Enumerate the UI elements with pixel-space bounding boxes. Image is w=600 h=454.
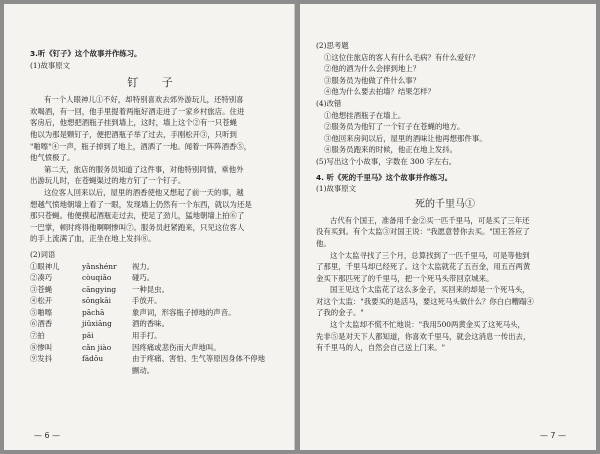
right-page (300, 4, 596, 450)
exercise-4-heading: 4. 听《死的千里马》这个故事并作练习。 (316, 172, 453, 182)
vocab-word: ⑦拍 (30, 331, 45, 341)
correction-item: ④服务员跑来的时候，他正在地上发抖。 (324, 145, 458, 155)
vocab-word: ⑧惨叫 (30, 342, 53, 352)
vocab-item (30, 353, 280, 365)
story-line: 有千里马的人，自然会自己送上门来。" (316, 343, 446, 353)
correction-label: (4)改错 (316, 98, 342, 108)
story-line: 古代有个国王，准备用千金②买一匹千里马，可是买了三年还 (330, 215, 530, 225)
story-line: 金买下那匹死了的千里马，把一个死马头带回京城来。 (316, 273, 494, 283)
story-line: 这个太监寻找了三个月，总算找到了一匹千里马，可是等他到 (330, 250, 530, 260)
correction-item: ②服务员为他钉了一个钉子在苍蝇的地方。 (324, 122, 465, 132)
vocab-label: (2)词语 (30, 249, 56, 259)
vocab-pinyin (82, 365, 132, 377)
exercise-3-heading: 3.听《钉子》这个故事并作练习。 (30, 49, 142, 58)
story-line: 他。 (316, 238, 331, 248)
story-line: 欢喝酒，有一回，他手里提着两瓶好酒走进了一家乡村旅店。住进 (30, 106, 245, 116)
story-line: 国王见这个太监花了这么多金子，买回来的却是一个死马头， (330, 285, 530, 295)
right-page-content (316, 40, 574, 354)
vocab-word: ⑥酒香 (30, 319, 53, 329)
vocab-definition: 用手打。 (132, 331, 162, 341)
vocab-pinyin: pāi (82, 331, 94, 341)
vocab-definition: 颤动。 (132, 365, 155, 375)
vocab-pinyin: jiǔxiāng (82, 319, 112, 329)
vocab-word: ②凑巧 (30, 273, 53, 283)
story-line: 他以为那是颗钉子，便把酒瓶子举了过去，手刚松开③，只听到 (30, 129, 237, 139)
vocab-pinyin: yǎnshénr (82, 261, 117, 271)
vocab-word: ⑨发抖 (30, 354, 53, 364)
vocab-pinyin: cǎn jiào (82, 342, 112, 352)
vocab-pinyin: sōngkāi (82, 296, 111, 306)
vocab-definition: 酒的香味。 (132, 319, 169, 329)
vocab-word: ③苍蝇 (30, 284, 53, 294)
vocab-definition: 手放开。 (132, 296, 162, 306)
story-line: 那只苍蝇。他便摸起酒瓶走过去，使足了劲儿，猛地朝墙上拍⑥了 (30, 211, 245, 221)
vocab-item (30, 330, 280, 342)
page-number: — 6 — (34, 431, 61, 440)
vocab-definition: 一种昆虫。 (132, 284, 169, 294)
vocab-pinyin: pāchā (82, 307, 105, 317)
vocab-item (30, 318, 280, 330)
story-title-dead-horse: 死的千里马① (415, 198, 475, 210)
vocab-word: ①眼神儿 (30, 261, 60, 271)
vocab-definition: 因疼痛或悲伤而大声地叫。 (132, 342, 221, 352)
vocab-item (30, 284, 280, 296)
story-line: 客房后，他想把酒瓶子挂到墙上，这时，墙上这个②有一只苍蝇 (30, 118, 237, 128)
vocab-word: ⑤啪嚓 (30, 307, 53, 317)
vocab-definition: 碰巧。 (132, 273, 155, 283)
vocab-item (30, 295, 280, 307)
story-line: 他气愤极了。 (30, 153, 75, 163)
questions-label: (2)思考题 (316, 41, 349, 50)
story-line: 先非⑤是对天下人都知道，你喜欢千里马，就会这消息一传出去， (316, 331, 531, 341)
vocab-item (30, 307, 280, 319)
vocab-item (30, 261, 280, 273)
left-page-content (30, 48, 280, 376)
vocab-list (30, 261, 280, 377)
story-text-dead-horse (316, 215, 574, 354)
story-line: "啪嚓"④一声，瓶子掉到了地上，酒洒了一地。闻着一阵阵酒香⑤， (30, 141, 252, 151)
vocab-item (30, 342, 280, 354)
story-original-label: (1)故事原文 (30, 60, 71, 70)
story-line: 出游玩儿时，在苍蝇渠过的地方钉了一个钉子。 (30, 176, 186, 186)
vocab-definition: 象声词，形容瓶子掉地的声音。 (132, 307, 236, 317)
page-number: — 7 — (539, 431, 566, 440)
story-line: 了我的金子。" (316, 308, 364, 318)
correction-item: ③他回来房间以后，屋里的酒味让他再想那件事。 (324, 133, 487, 143)
story-text-nail (30, 94, 280, 245)
question-item: ③服务员为他做了件什么事？ (324, 75, 421, 85)
vocab-pinyin: cāngying (82, 284, 117, 294)
writing-task: (5)写出这个小故事，字数在 300 字左右。 (316, 156, 457, 166)
vocab-word: ④松开 (30, 296, 53, 306)
vocab-pinyin: fādǒu (82, 354, 104, 364)
story-line: 这位客人回来以后，屋里的酒香使他又想起了前一天的事，越 (44, 187, 244, 197)
story-line: 第二天，旅店的服务员知道了这件事，对他特别同情，乘他外 (44, 164, 244, 174)
vocab-definition: 视力。 (132, 261, 155, 271)
story-line: 一巴掌，顿时疼得他啊啊惨叫⑦。服务员赶紧跑来，只见这位客人 (30, 222, 245, 232)
vocab-word (30, 365, 82, 377)
story-line: 的手上流满了血，正坐在地上发抖⑧。 (30, 234, 156, 244)
story-title-nail: 钉 子 (127, 76, 183, 90)
question-item: ④他为什么要去拍墙？结果怎样？ (324, 87, 435, 97)
vocab-definition: 由于疼痛、害怕、生气等原因身体不停地 (132, 354, 266, 364)
vocab-item (30, 272, 280, 284)
story-line: 没有买到。有个太监③对国王说："我愿意替你去买。"国王答应了 (316, 227, 530, 237)
story-line: 这个太监却不慌不忙地说："我用500两黄金买了这死马头， (330, 320, 525, 330)
question-item: ①这位住旅店的客人有什么毛病？有什么爱好？ (324, 52, 480, 62)
story-line: 想越气愤地朝墙上看了一眼，发现墙上仍然有一个东西，就以为还是 (30, 199, 252, 209)
left-page (4, 4, 295, 450)
story-original-label: (1)故事原文 (316, 184, 357, 194)
vocab-pinyin: còuqiǎo (82, 273, 112, 283)
question-item: ②他的酒为什么会摔到地上？ (324, 64, 421, 74)
story-line: 有一个人眼神儿①不好，却特别喜欢去郊外游玩儿，还特别喜 (44, 95, 244, 105)
vocab-item (30, 365, 280, 377)
story-line: 对这个太监："我要买的是活马，要这死马头做什么？你白白糟蹋④ (316, 296, 534, 306)
story-line: 了那里，千里马却已经死了。这个太监就花了五百金，用五百两黄 (316, 262, 531, 272)
correction-item: ①他想挂酒瓶子在墙上。 (324, 110, 406, 120)
